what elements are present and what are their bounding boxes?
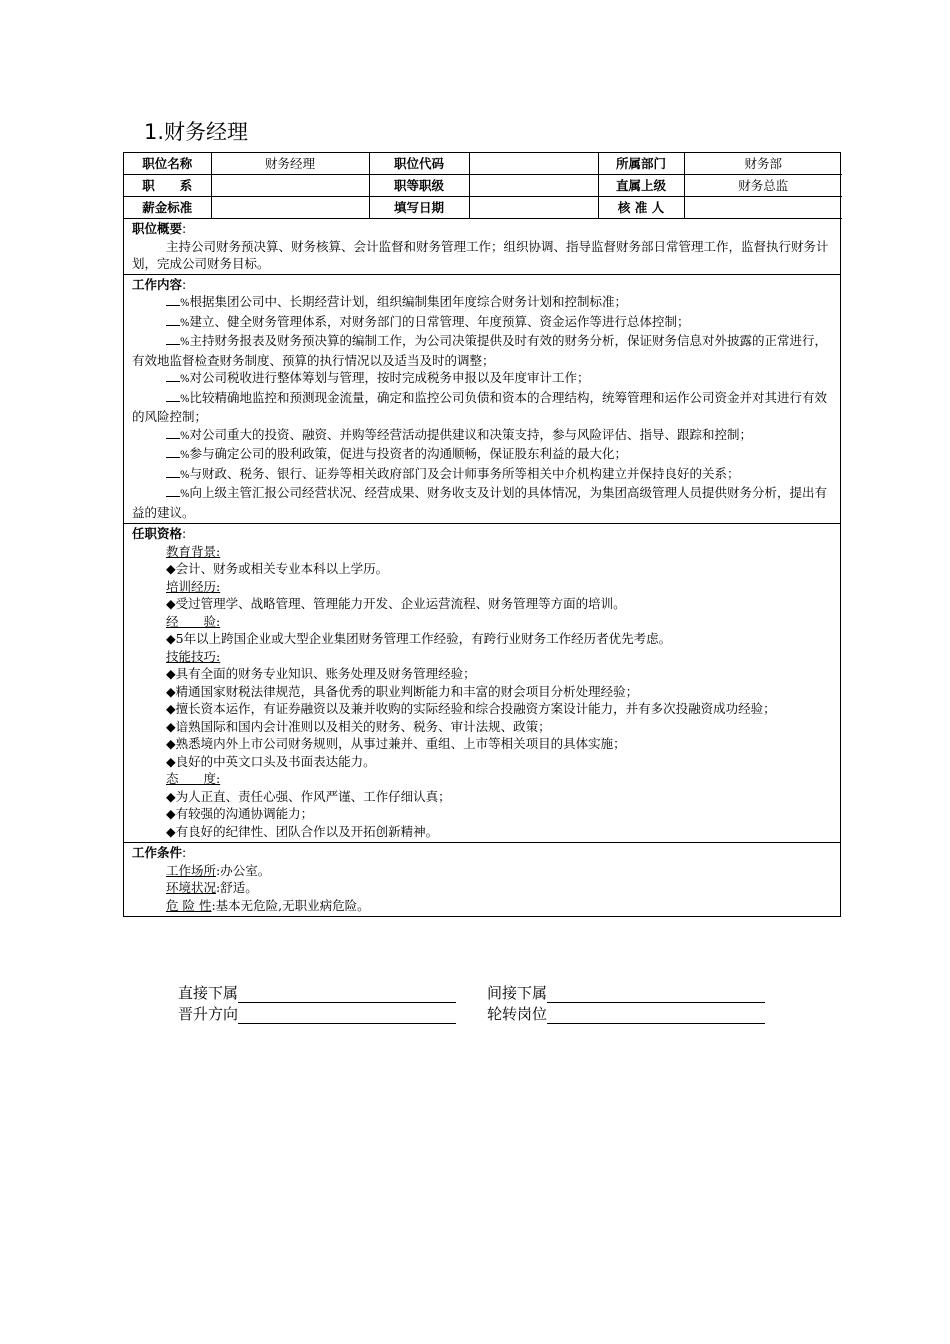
condition-key: 工作场所 (166, 862, 217, 878)
duty-item (132, 389, 832, 426)
condition-value: :舒适。 (216, 880, 258, 895)
duty-text: 比较精确地监控和预测现金流量，确定和监控公司负债和资本的合理结构，统筹管理和运作公司资金并对其进行有效的风险控制； (132, 389, 828, 424)
value-salary (211, 197, 369, 219)
label-supervisor: 直属上级 (598, 175, 684, 197)
label-position-code: 职位代码 (369, 153, 469, 175)
value-approver (684, 197, 842, 219)
label-department: 所属部门 (598, 153, 684, 175)
qualification-item: ◆有良好的纪律性、团队合作以及开拓创新精神。 (166, 823, 439, 839)
label-job-family: 职 系 (124, 175, 211, 197)
percent-sign: % (180, 374, 190, 385)
footer-direct (178, 982, 456, 1003)
duty-text: 建立、健全财务管理体系，对财务部门的日常管理、年度预算、资金运作等进行总体控制； (189, 313, 690, 329)
qualification-heading-text: 技能技巧: (166, 648, 221, 664)
qualification-heading (132, 578, 832, 596)
duties-list (132, 293, 832, 521)
footer-rotation (487, 1003, 765, 1024)
condition-value: :办公室。 (216, 862, 271, 878)
percent-blank (166, 446, 180, 458)
direct-line (238, 986, 456, 1003)
summary-section: 职位概要: 主持公司财务预决算、财务核算、会计监督和财务管理工作；组织协调、指导监督财务部日常管理工作，监督执行财务计划，完成公司财务目标。 (124, 219, 840, 275)
summary-text: 主持公司财务预决算、财务核算、会计监督和财务管理工作；组织协调、指导监督财务部日常管理工作，监督执行财务计划，完成公司财务目标。 (132, 238, 829, 271)
percent-blank (166, 390, 180, 402)
percent-sign: % (180, 469, 190, 481)
qualification-item: ◆受过管理学、战略管理、管理能力开发、企业运营流程、财务管理等方面的培训。 (166, 596, 626, 611)
qualification-item: ◆会计、财务或相关专业本科以上学历。 (166, 561, 389, 576)
header-row (124, 153, 842, 175)
percent-blank (166, 370, 180, 382)
percent-blank (166, 333, 180, 345)
conditions-list (132, 862, 832, 915)
duty-text: 参与确定公司的股利政策，促进与投资者的沟通顺畅，保证股东利益的最大化； (189, 446, 628, 461)
label-job-grade: 职等职级 (369, 175, 469, 197)
duty-item (132, 293, 832, 313)
percent-blank (166, 466, 180, 478)
qualification-item: ◆5年以上跨国企业或大型企业集团财务管理工作经验，有跨行业财务工作经历者优先考虑。 (166, 631, 672, 646)
duty-item (132, 369, 832, 389)
page-title: 1.财务经理 (144, 120, 249, 144)
duty-text: 对公司重大的投资、融资、并购等经营活动提供建议和决策支持，参与风险评估、指导、跟踪和控制； (189, 426, 753, 442)
duty-item (132, 426, 832, 446)
condition-key: 环境状况 (166, 880, 217, 895)
percent-sign: % (180, 317, 190, 329)
qualification-heading (132, 613, 832, 631)
qualification-heading-text: 态 度: (166, 771, 221, 786)
label-position-name: 职位名称 (124, 153, 211, 175)
conditions-section: 工作条件: 工作场所:办公室。 环境状况:舒适。 危 险 性:基本无危险,无职业病危险。 (124, 843, 840, 916)
duties-label: 工作内容 (132, 276, 183, 292)
job-description-form (123, 152, 841, 917)
header-table (124, 153, 842, 219)
condition-value: :基本无危险,无职业病危险。 (211, 897, 370, 913)
percent-sign: % (180, 393, 190, 405)
percent-sign: % (180, 489, 190, 500)
qualifications-section: 任职资格: 教育背景: ◆会计、财务或相关专业本科以上学历。 培训经历: ◆受过管理学、战略管理、管理能力开发、企业运营流程、财务管理等方面的培训。 经 验: ◆5年以上跨国企业或大型企业集团财务管理工作经验，有跨行业财务工作经历者优先考虑。 技能技巧: ◆具有全面的财务专业知识、账务处理及财务管理经验； ◆精通国家财税法律规范，具备优秀的职业判断能力和丰富的财会项目分析处理经验； ◆擅长资本运作，有证券融资以及兼并收购的实际经验和综合投融资方案设计能力，并有多次投融资成功经验； ◆谙熟国际和国内会计准则以及相关的财务、税务、审计法规、政策； ◆熟悉境内外上市公司财务规则，从事过兼并、重组、上市等相关项目的具体实施； ◆良好的中英文口头及书面表达能力。 态 度: ◆为人正直、责任心强、作风严谨、工作仔细认真； ◆有较强的沟通协调能力； ◆有良好的纪律性、团队合作以及开拓创新精神。 (124, 524, 840, 843)
percent-blank (166, 485, 180, 497)
qualification-item: ◆熟悉境内外上市公司财务规则，从事过兼并、重组、上市等相关项目的具体实施； (166, 736, 626, 751)
value-job-family (211, 175, 369, 197)
duty-item (132, 465, 832, 485)
qualification-item: ◆具有全面的财务专业知识、账务处理及财务管理经验； (166, 666, 476, 681)
indirect-line (547, 986, 765, 1003)
qualification-heading-text: 经 验: (166, 613, 221, 629)
value-fill-date (469, 197, 598, 219)
percent-blank (166, 314, 180, 326)
qualification-heading-text: 教育背景: (166, 543, 221, 559)
condition-key: 危 险 性 (166, 897, 212, 913)
label-fill-date: 填写日期 (369, 197, 469, 219)
value-position-name: 财务经理 (211, 153, 369, 175)
duties-section: 工作内容: %根据集团公司中、长期经营计划，组织编制集团年度综合财务计划和控制标准； %建立、健全财务管理体系，对财务部门的日常管理、年度预算、资金运作等进行总体控制； %主持财务报表及财务预决算的编制工作，为公司决策提供及时有效的财务分析，保证财务信息对外披露的正常进行，有效地监督检查财务制度、预算的执行情况以及适当及时的调整； %对公司税收进行整体筹划与管理，按时完成税务申报以及年度审计工作； %比较精确地监控和预测现金流量，确定和监控公司负债和资本的合理结构，统筹管理和运作公司资金并对其进行有效的风险控制； %对公司重大的投资、融资、并购等经营活动提供建议和决策支持，参与风险评估、指导、跟踪和控制； %参与确定公司的股利政策，促进与投资者的沟通顺畅，保证股东利益的最大化； %与财政、税务、银行、证券等相关政府部门及会计师事务所等相关中介机构建立并保持良好的关系； %向上级主管汇报公司经营状况、经营成果、财务收支及计划的具体情况，为集团高级管理人员提供财务分析，提出有益的建议。 (124, 275, 840, 525)
percent-sign: % (180, 450, 190, 461)
duty-item (132, 484, 832, 521)
percent-sign: % (180, 298, 190, 309)
duty-text: 根据集团公司中、长期经营计划，组织编制集团年度综合财务计划和控制标准； (189, 294, 628, 309)
conditions-label: 工作条件 (132, 845, 183, 860)
header-row (124, 197, 842, 219)
qualification-heading (132, 648, 832, 666)
qualification-item: ◆谙熟国际和国内会计准则以及相关的财务、税务、审计法规、政策； (166, 718, 551, 734)
qualification-heading (132, 543, 832, 561)
condition-item (132, 862, 832, 880)
percent-blank (166, 427, 180, 439)
qualifications-label: 任职资格 (132, 526, 183, 541)
direct-label: 直接下属 (178, 984, 239, 1002)
value-department: 财务部 (684, 153, 842, 175)
qualification-item: ◆良好的中英文口头及书面表达能力。 (166, 753, 376, 769)
qualification-item: ◆有较强的沟通协调能力； (166, 806, 314, 821)
condition-item (132, 897, 832, 915)
percent-blank (166, 294, 180, 306)
summary-label: 职位概要 (132, 221, 183, 236)
header-row (124, 175, 842, 197)
duty-item (132, 332, 832, 369)
footer-indirect (487, 982, 765, 1003)
value-job-grade (469, 175, 598, 197)
qualifications-list (132, 543, 832, 841)
duty-text: 向上级主管汇报公司经营状况、经营成果、财务收支及计划的具体情况，为集团高级管理人员提供财务分析，提出有益的建议。 (132, 485, 828, 520)
footer-promotion (178, 1003, 456, 1024)
duty-text: 对公司税收进行整体筹划与管理，按时完成税务申报以及年度审计工作； (189, 370, 590, 385)
qualification-item: ◆为人正直、责任心强、作风严谨、工作仔细认真； (166, 788, 451, 804)
duty-item (132, 445, 832, 465)
percent-sign: % (180, 337, 190, 348)
qualification-item: ◆擅长资本运作，有证券融资以及兼并收购的实际经验和综合投融资方案设计能力，并有多次投融资成功经验； (166, 701, 776, 716)
value-position-code (469, 153, 598, 175)
percent-sign: % (180, 430, 190, 442)
duty-item (132, 313, 832, 333)
indirect-label: 间接下属 (487, 984, 548, 1002)
label-salary: 薪金标准 (124, 197, 211, 219)
promotion-line (238, 1007, 456, 1024)
rotation-line (547, 1007, 765, 1024)
rotation-label: 轮转岗位 (487, 1005, 548, 1023)
qualification-heading (132, 770, 832, 788)
promotion-label: 晋升方向 (178, 1005, 239, 1023)
condition-item (132, 879, 832, 897)
value-supervisor: 财务总监 (684, 175, 842, 197)
qualification-heading-text: 培训经历: (166, 578, 221, 594)
duty-text: 与财政、税务、银行、证券等相关政府部门及会计师事务所等相关中介机构建立并保持良好的关系； (189, 465, 740, 481)
qualification-item: ◆精通国家财税法律规范，具备优秀的职业判断能力和丰富的财会项目分析处理经验； (166, 683, 639, 699)
duty-text: 主持财务报表及财务预决算的编制工作，为公司决策提供及时有效的财务分析，保证财务信息对外披露的正常进行，有效地监督检查财务制度、预算的执行情况以及适当及时的调整； (132, 333, 828, 368)
label-approver: 核 准 人 (598, 197, 684, 219)
